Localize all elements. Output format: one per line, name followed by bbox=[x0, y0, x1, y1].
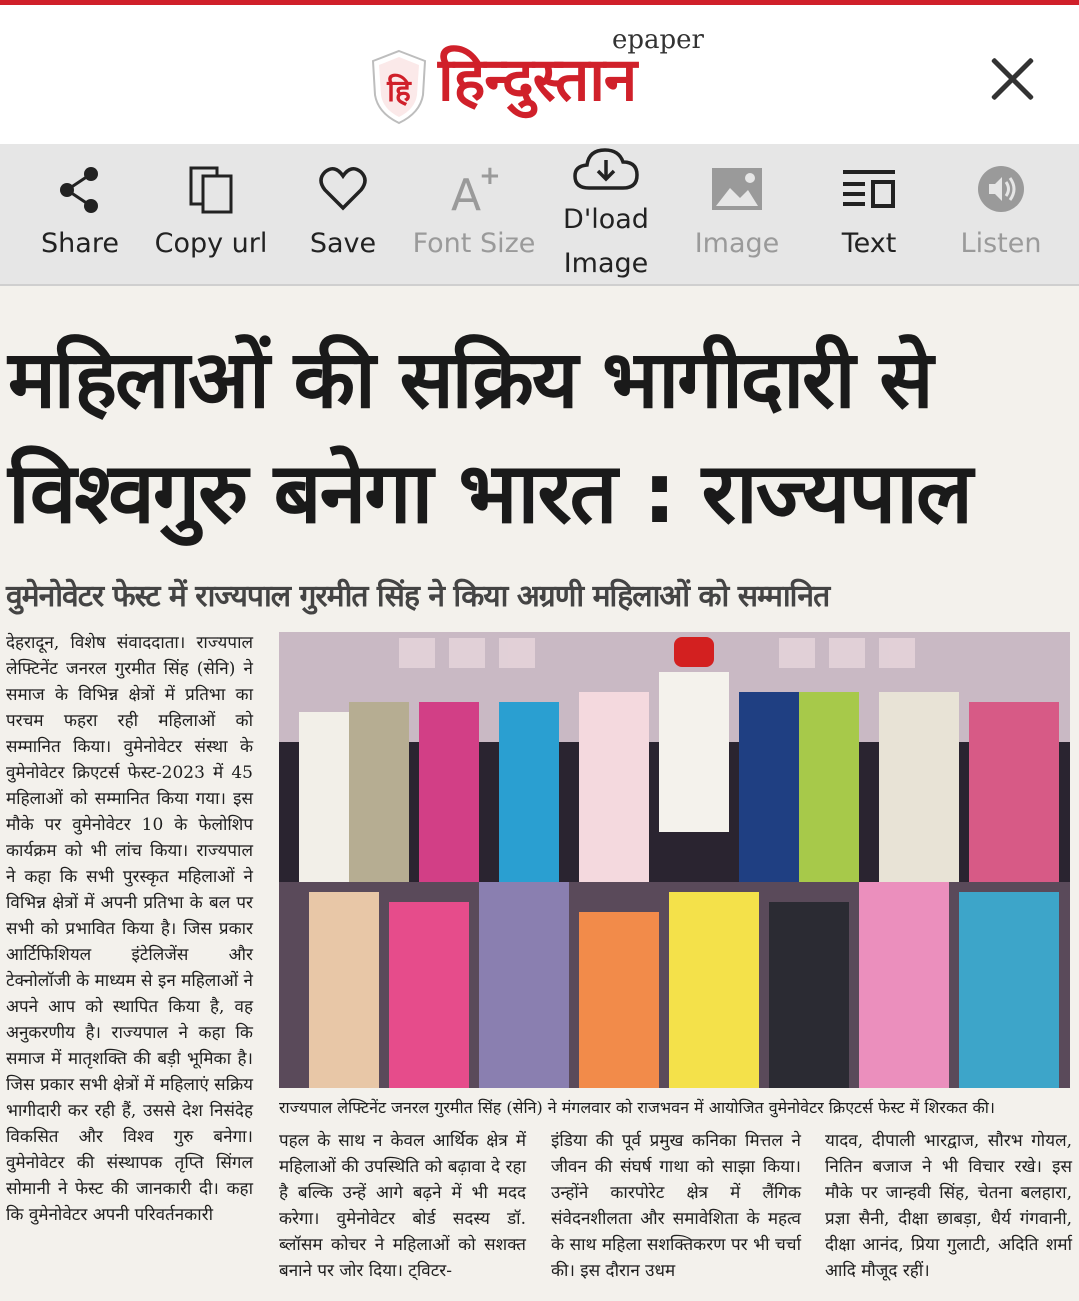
epaper-article-clipping bbox=[0, 286, 1079, 1301]
article-column-2 bbox=[279, 1128, 526, 1284]
photo-caption: राज्यपाल लेफ्टिनेंट जनरल गुरमीत सिंह (सेनि) ने मंगलवार को राजभवन में आयोजित वुमेनोवेटर क्रिएटर्स फेस्ट में शिरकत की। bbox=[279, 1098, 995, 1117]
group-photo bbox=[279, 632, 1070, 1088]
heart-icon bbox=[317, 164, 369, 214]
close-button[interactable] bbox=[986, 53, 1038, 105]
toolbar bbox=[0, 144, 1079, 286]
article-column-1 bbox=[6, 630, 253, 1228]
hindustan-epaper-logo bbox=[370, 25, 710, 129]
copy-url-label: Copy url bbox=[154, 228, 268, 259]
text-view-button[interactable] bbox=[810, 144, 928, 284]
text-label: Text bbox=[841, 228, 897, 259]
column-2-text: पहल के साथ न केवल आर्थिक क्षेत्र में महिलाओं की उपस्थिति को बढ़ावा दे रहा है बल्कि उन्हें आगे बढ़ने में भी मदद करेगा। वुमेनोवेटर बोर्ड सदस्य डॉ. ब्लॉसम कोचर ने महिलाओं को सशक्त बनाने पर जोर दिया। ट्विटर- bbox=[279, 1131, 526, 1281]
copy-icon bbox=[187, 164, 235, 216]
logo-epaper-label: epaper bbox=[612, 25, 704, 55]
listen-label: Listen bbox=[960, 228, 1042, 259]
download-label-line2: Image bbox=[563, 248, 649, 279]
headline-line-1: महिलाओं की सक्रिय भागीदारी से bbox=[8, 333, 932, 426]
logo-wordmark: हिन्दुस्तान bbox=[438, 45, 637, 115]
cloud-download-icon bbox=[571, 146, 641, 192]
svg-text:A: A bbox=[451, 170, 482, 216]
text-icon bbox=[841, 166, 897, 214]
save-label: Save bbox=[309, 228, 377, 259]
svg-text:हि: हि bbox=[387, 74, 411, 109]
font-size-icon bbox=[447, 162, 501, 216]
save-button[interactable] bbox=[283, 144, 403, 284]
download-label-line1: D'load bbox=[563, 204, 649, 235]
image-view-button[interactable] bbox=[678, 144, 796, 284]
share-button[interactable] bbox=[20, 144, 140, 284]
speaker-icon bbox=[976, 164, 1026, 214]
column-1-text: देहरादून, विशेष संवाददाता। राज्यपाल लेफ्टिनेंट जनरल गुरमीत सिंह (सेनि) ने समाज के विभिन्न क्षेत्रों में प्रतिभा का परचम फहरा रही महिलाओं को सम्मानित किया। वुमेनोवेटर संस्था के वुमेनोवेटर क्रिएटर्स फेस्ट-2023 में 45 महिलाओं को सम्मानित किया गया। इस मौके पर वुमेनोवेटर 10 के फेलोशिप कार्यक्रम को भी लांच किया। राज्यपाल ने कहा कि सभी पुरस्कृत महिलाओं ने विभिन्न क्षेत्रों में अपनी प्रतिभा के बल पर सभी को प्रभावित किया है। जिस प्रकार आर्टिफिशियल इंटेलिजेंस और टेक्नोलॉजी के माध्यम से इन महिलाओं ने अपने आप को स्थापित किया है, वह अनुकरणीय है। राज्यपाल ने कहा कि समाज में मातृशक्ति की बड़ी भूमिका है। जिस प्रकार सभी क्षेत्रों में महिलाएं सक्रिय भागीदारी कर रही हैं, उससे देश निसंदेह विकसित और विश्व गुरु बनेगा। वुमेनोवेटर की संस्थापक तृप्ति सिंगल सोमानी ने फेस्ट की जानकारी दी। कहा कि वुमेनोवेटर अपनी परिवर्तनकारी bbox=[6, 633, 253, 1225]
headline-line-2: विश्वगुरु बनेगा भारत : राज्यपाल bbox=[8, 444, 971, 542]
image-label: Image bbox=[694, 228, 780, 259]
app-header bbox=[0, 5, 1079, 144]
font-size-button[interactable] bbox=[405, 144, 543, 284]
subheadline: वुमेनोवेटर फेस्ट में राज्यपाल गुरमीत सिंह ने किया अग्रणी महिलाओं को सम्मानित bbox=[6, 579, 830, 614]
download-image-button[interactable] bbox=[548, 144, 664, 284]
copy-url-button[interactable] bbox=[146, 144, 276, 284]
column-3-text: इंडिया की पूर्व प्रमुख कनिका मित्तल ने जीवन की संघर्ष गाथा को साझा किया। उन्होंने कारपोरेट क्षेत्र में लैंगिक संवेदनशीलता और समावेशिता के महत्व के साथ महिला सशक्तिकरण पर भी चर्चा की। इस दौरान उधम bbox=[551, 1131, 801, 1281]
svg-text:+: + bbox=[479, 162, 501, 191]
column-4-text: यादव, दीपाली भारद्वाज, सौरभ गोयल, नितिन बजाज ने भी विचार रखे। इस मौके पर जान्हवी सिंह, चेतना बलहारा, प्रज्ञा सैनी, दीक्षा छाबड़ा, धैर्य गंगवानी, दीक्षा आनंद, प्रिया गुलाटी, अदिति शर्मा आदि मौजूद रहीं। bbox=[825, 1131, 1072, 1281]
listen-button[interactable] bbox=[942, 144, 1060, 284]
font-size-label: Font Size bbox=[412, 228, 536, 259]
share-icon bbox=[57, 164, 103, 216]
article-column-4 bbox=[825, 1128, 1072, 1284]
image-icon bbox=[710, 166, 764, 212]
article-column-3 bbox=[551, 1128, 801, 1284]
shield-logo-icon bbox=[370, 49, 428, 125]
share-label: Share bbox=[41, 228, 119, 259]
